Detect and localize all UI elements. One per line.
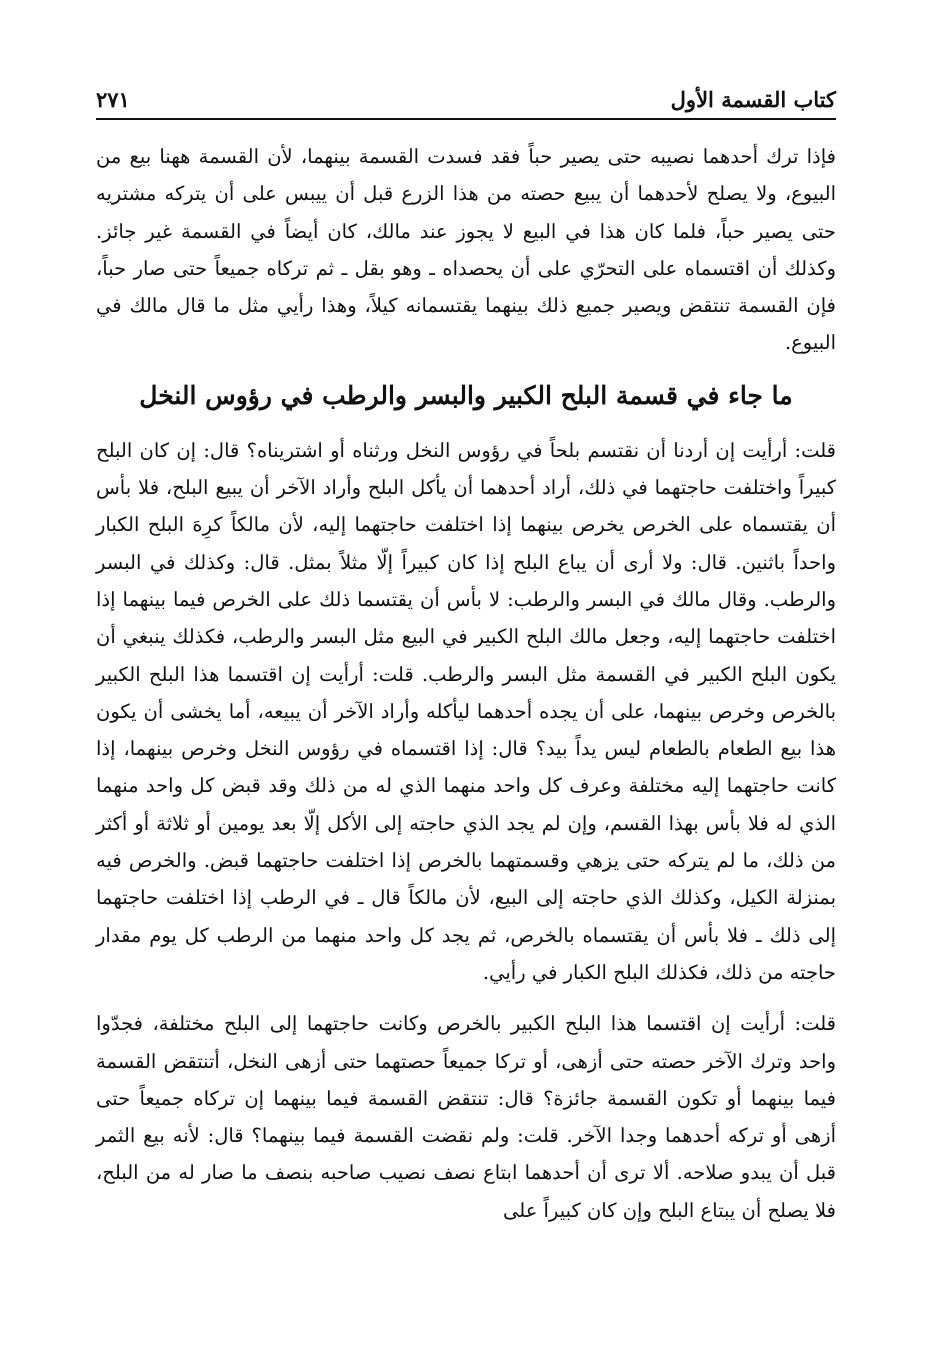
- paragraph-1: فإذا ترك أحدهما نصيبه حتى يصير حباً فقد فسدت القسمة بينهما، لأن القسمة ههنا بيع من البيوع، ولا يصلح لأحدهما أن يبيع حصته من هذا الزرع قبل أن ييبس على أن يتركه مشتريه حتى يصير حباً، فلما كان هذا في البيع لا يجوز عند مالك، كان أيضاً في القسمة غير جائز. وكذلك أن اقتسماه على التحرّي على أن يحصداه ـ وهو بقل ـ ثم تركاه جميعاً حتى صار حباً، فإن القسمة تنتقض ويصير جميع ذلك بينهما يقتسمانه كيلاً، وهذا رأيي مثل ما قال مالك في البيوع.: [96, 145, 836, 355]
- body-text: [96, 138, 836, 1229]
- chapter-heading: ما جاء في قسمة البلح الكبير والبسر والرطب في رؤوس النخل: [139, 380, 793, 410]
- paragraph-2: قلت: أرأيت إن أردنا أن نقتسم بلحاً في رؤوس النخل ورثناه أو اشتريناه؟ قال: إن كان البلح كبيراً واختلفت حاجتهما في ذلك، أراد أحدهما أن يأكل البلح وأراد الآخر أن يبيع البلح، فلا بأس أن يقتسماه على الخرص يخرص بينهما إذا اختلفت حاجتهما إليه، لأن مالكاً كرِهَ البلح الكبار واحداً باثنين. قال: ولا أرى أن يباع البلح إذا كان كبيراً إلّا مثلاً بمثل. قال: وكذلك في البسر والرطب. وقال مالك في البسر والرطب: لا بأس أن يقتسما ذلك على الخرص فيما بينهما إذا اختلفت حاجتهما إليه، وجعل مالك البلح الكبير في البيع مثل البسر والرطب، فكذلك ينبغي أن يكون البلح الكبير في القسمة مثل البسر والرطب. قلت: أرأيت إن اقتسما هذا البلح الكبير بالخرص وخرص بينهما، على أن يجده أحدهما ليأكله وأراد الآخر أن يبيعه، أما يخشى أن يكون هذا بيع الطعام بالطعام ليس يداً بيد؟ قال: إذا اقتسماه في رؤوس النخل وخرص بينهما، إذا كانت حاجتهما إليه مختلفة وعرف كل واحد منهما الذي له من ذلك وقد قبض كل واحد منهما الذي له فلا بأس بهذا القسم، وإن لم يجد الذي حاجته إلى الأكل إلّا بعد يومين أو ثلاثة أو أكثر من ذلك، ما لم يتركه حتى يزهي وقسمتهما بالخرص إذا اختلفت حاجتهما قبض. والخرص فيه بمنزلة الكيل، وكذلك الذي حاجته إلى البيع، لأن مالكاً قال ـ في الرطب إذا اختلفت حاجتهما إلى ذلك ـ فلا بأس أن يقتسماه بالخرص، ثم يجد كل واحد منهما من الرطب كل يوم مقدار حاجته من ذلك، فكذلك البلح الكبار في رأيي.: [96, 438, 836, 984]
- paragraph-3: قلت: أرأيت إن اقتسما هذا البلح الكبير بالخرص وكانت حاجتهما إلى البلح مختلفة، فجدّوا واحد وترك الآخر حصته حتى أزهى، أو تركا جميعاً حصتهما حتى أزهى النخل، أتنتقض القسمة فيما بينهما أو تكون القسمة جائزة؟ قال: تنتقض القسمة فيما بينهما إن تركاه جميعاً حتى أزهى أو تركه أحدهما وجدا الآخر. قلت: ولم نقضت القسمة فيما بينهما؟ قال: لأنه بيع الثمر قبل أن يبدو صلاحه. ألا ترى أن أحدهما ابتاع نصف نصيب صاحبه بنصف ما صار له من البلح، فلا يصلح أن يبتاع البلح وإن كان كبيراً على: [96, 1012, 836, 1222]
- page-number: ٢٧١: [96, 87, 130, 112]
- running-header: [96, 76, 836, 112]
- running-header-title: كتاب القسمة الأول: [670, 87, 836, 112]
- header-rule: [96, 118, 836, 120]
